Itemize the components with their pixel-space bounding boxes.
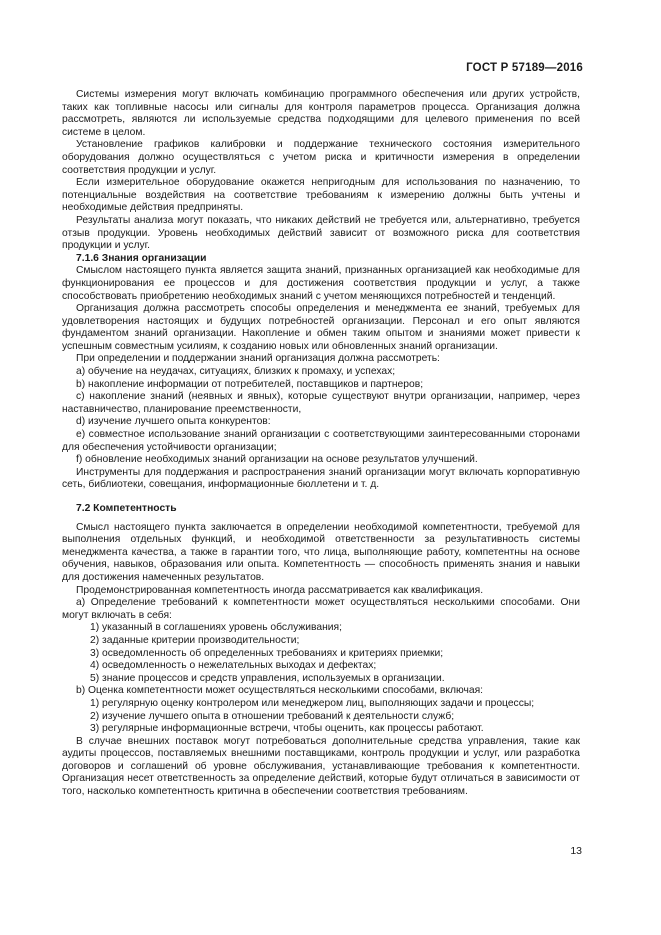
page-number: 13 xyxy=(570,845,582,857)
list-item: 1) указанный в соглашениях уровень обслуживания; xyxy=(90,622,342,634)
paragraph: a) Определение требований к компетентности может осуществляться несколькими способами. Они могут включать в себя: xyxy=(62,597,580,621)
list-item: 4) осведомленность о нежелательных выходах и дефектах; xyxy=(90,660,377,672)
paragraph: Продемонстрированная компетентность иногда рассматривается как квалификация. xyxy=(76,584,484,596)
standard-code-header: ГОСТ Р 57189—2016 xyxy=(466,62,583,74)
list-item: 1) регулярную оценку контролером или менеджером лиц, выполняющих задачи и процессы; xyxy=(90,697,535,709)
list-item: 2) заданные критерии производительности; xyxy=(90,634,300,646)
paragraph: b) Оценка компетентности может осуществляться несколькими способами, включая: xyxy=(76,685,484,697)
paragraph: В случае внешних поставок могут потребоваться дополнительные средства управления, такие как аудиты процессов, поставляемых внешними поставщиками, контроль продукции и услуг, или разработка договоров и соглашений об уровне обслуживания, устанавливающие требования к компетентности. Организация несет ответственность за определение действий, которые будут отличаться в зависимости от того, насколько компетентность критична в обеспечении соответствия требованиям. xyxy=(62,735,580,798)
list-item: f) обновление необходимых знаний организации на основе результатов улучшений. xyxy=(76,454,478,466)
paragraph: Смысл настоящего пункта заключается в определении необходимой компетентности, требуемой для выполнения отдельных функций, и необходимой ответственности за результативность системы менеджмента качества, а также в гарантии того, что лица, выполняющие работу, компетентны на основе обучения, навыков, образования или опыта. Компетентность — способность применять знания и навыки для достижения намеченных результатов. xyxy=(62,521,580,583)
document-body xyxy=(62,89,580,799)
list-item: 2) изучение лучшего опыта в отношении требований к деятельности служб; xyxy=(90,710,455,722)
paragraph: При определении и поддержании знаний организация должна рассмотреть: xyxy=(76,353,440,365)
list-item: e) совместное использование знаний организации с соответствующими заинтересованными сторонами для обеспечения устойчивости организации; xyxy=(62,429,580,453)
list-item: d) изучение лучшего опыта конкурентов: xyxy=(76,416,271,428)
section-heading-7-2: 7.2 Компетентность xyxy=(76,503,177,514)
list-item: b) накопление информации от потребителей, поставщиков и партнеров; xyxy=(76,378,424,390)
list-item: 3) регулярные информационные встречи, чтобы оценить, как процессы работают. xyxy=(90,723,484,735)
section-heading-7-1-6: 7.1.6 Знания организации xyxy=(76,252,207,264)
paragraph: Результаты анализа могут показать, что никаких действий не требуется или, альтернативно, требуется отзыв продукции. Уровень необходимых действий зависит от возможного риска для соответствия продукции и услуг. xyxy=(62,214,580,252)
paragraph: Смыслом настоящего пункта является защита знаний, признанных организацией как необходимые для функционирования ее процессов и для достижения соответствия продукции и услуг, а также способствовать приобретению необходимых знаний с учетом меняющихся потребностей и тенденций. xyxy=(62,265,580,302)
paragraph: Установление графиков калибровки и поддержание технического состояния измерительного оборудования должно осуществляться с учетом риска и критичности измерения в определении соответствия продукции и услуг. xyxy=(62,139,580,176)
list-item: 3) осведомленность об определенных требованиях и критериях приемки; xyxy=(90,647,444,659)
list-item: a) обучение на неудачах, ситуациях, близких к промаху, и успехах; xyxy=(76,366,396,378)
paragraph: Если измерительное оборудование окажется непригодным для использования по назначению, то потенциальные воздействия на соответствие требованиям к измерению должны быть учтены и необходимые действия предприняты. xyxy=(62,177,580,214)
paragraph: Системы измерения могут включать комбинацию программного обеспечения или других устройств, таких как топливные насосы или сигналы для контроля параметров процесса. Организация должна рассмотреть, являются ли используемые средства подходящими для целевого применения по всей системе в целом. xyxy=(62,89,580,138)
paragraph: Организация должна рассмотреть способы определения и менеджмента ее знаний, требуемых для удовлетворения настоящих и будущих потребностей организации. Персонал и его опыт являются фундаментом знаний организации. Накопление и обмен таким опытом и знаниями может привести к успешным совместным усилиям, к созданию новых или обновленных знаний организации. xyxy=(62,303,580,352)
list-item: 5) знание процессов и средств управления, используемых в организации. xyxy=(90,672,445,684)
paragraph: Инструменты для поддержания и распространения знаний организации могут включать корпоративную сеть, библиотеки, совещания, информационные бюллетени и т. д. xyxy=(62,466,580,491)
list-item: c) накопление знаний (неявных и явных), которые существуют внутри организации, например, через наставничество, планирование преемственности, xyxy=(62,391,580,415)
